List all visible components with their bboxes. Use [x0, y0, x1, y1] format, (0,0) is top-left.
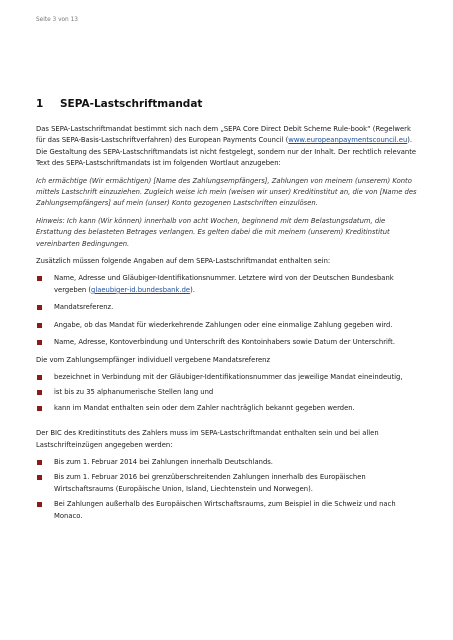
item-text: kann im Mandat enthalten sein oder dem Zahler nachträglich bekannt gegeben werden. [54, 403, 355, 412]
list-item [36, 273, 420, 296]
square-bullet-icon [37, 305, 42, 310]
mandate-text-quote: Ich ermächtige (Wir ermächtigen) [Name des Zahlungsempfängers], Zahlungen von meinem (unserem) Konto mittels Lastschrift einzuziehen. Zugleich weise ich mein (weisen wir unser) Kreditinstitut an, die von [Name des Zahlungsempfängers] auf mein (unser) Konto gezogenen Lastschriften einzulösen. [36, 176, 417, 208]
list-item [36, 302, 420, 313]
item-text: Bis zum 1. Februar 2016 bei grenzüberschreitenden Zahlungen innerhalb des Europäischen Wirtschaftsraums (Europäische Union, Island, Liechtenstein und Norwegen). [54, 473, 366, 493]
page-number: Seite 3 von 13 [36, 17, 78, 23]
section-title: SEPA-Lastschriftmandat [60, 98, 203, 110]
square-bullet-icon [37, 323, 42, 328]
item-text: Angabe, ob das Mandat für wiederkehrende Zahlungen oder eine einmalige Zahlung gegeben wird. [54, 320, 393, 329]
section-number: 1 [36, 98, 44, 110]
reference-intro: Die vom Zahlungsempfänger individuell vergebene Mandatsreferenz [36, 355, 271, 364]
bic-intro: Der BIC des Kreditinstituts des Zahlers muss im SEPA-Lastschriftmandat enthalten sein und bei allen Lastschrifteinzügen angegeben werden: [36, 429, 379, 449]
item-text: Name, Adresse und Gläubiger-Identifikationsnummer. Letztere wird von der Deutschen Bundesbank vergeben ( [54, 274, 394, 294]
square-bullet-icon [37, 502, 42, 507]
spacer [36, 420, 420, 428]
mandate-hint-quote: Hinweis: Ich kann (Wir können) innerhalb von acht Wochen, beginnend mit dem Belastungsdatum, die Erstattung des belasteten Betrages verlangen. Es gelten dabei die mit meinem (unserem) Kreditinstitut vereinbarten Bedingungen. [36, 216, 390, 248]
additional-info-list [36, 273, 420, 348]
section-heading [36, 98, 426, 110]
intro-paragraph [36, 124, 420, 170]
document-body [36, 124, 420, 528]
intro-text-before-link: Das SEPA-Lastschriftmandat bestimmt sich nach dem „SEPA Core Direct Debit Scheme Rule-book“ (Regelwerk für das SEPA-Basis-Lastschriftverfahren) des European Payments Council ( [36, 125, 411, 145]
list-item [36, 403, 420, 414]
list-item [36, 499, 420, 522]
bundesbank-link[interactable]: glaeubiger-id.bundesbank.de [91, 285, 191, 294]
list-item [36, 472, 420, 495]
square-bullet-icon [37, 460, 42, 465]
list-item [36, 320, 420, 331]
square-bullet-icon [37, 276, 42, 281]
item-text: ). [190, 285, 195, 294]
list-item [36, 387, 420, 398]
item-text: Bis zum 1. Februar 2014 bei Zahlungen innerhalb Deutschlands. [54, 457, 273, 466]
item-text: bezeichnet in Verbindung mit der Gläubiger-Identifikationsnummer das jeweilige Mandat eineindeutig, [54, 372, 403, 381]
square-bullet-icon [37, 340, 42, 345]
square-bullet-icon [37, 406, 42, 411]
bic-list [36, 457, 420, 522]
additional-info-intro: Zusätzlich müssen folgende Angaben auf dem SEPA-Lastschriftmandat enthalten sein: [36, 257, 331, 266]
list-item [36, 372, 420, 383]
item-text: Mandatsreferenz. [54, 303, 114, 312]
item-text: ist bis zu 35 alphanumerische Stellen lang und [54, 388, 214, 397]
reference-list [36, 372, 420, 414]
square-bullet-icon [37, 375, 42, 380]
epc-link[interactable]: www.europeanpaymentscouncil.eu [288, 136, 408, 145]
item-text: Bei Zahlungen außerhalb des Europäischen Wirtschaftsraums, zum Beispiel in die Schweiz und nach Monaco. [54, 500, 396, 520]
intro-text-after-link: ). Die Gestaltung des SEPA-Lastschriftmandats ist nicht festgelegt, sondern nur der Inhalt. Der rechtlich relevante Text des SEPA-Lastschriftmandats ist im folgenden Wortlaut anzugeben: [36, 136, 417, 168]
list-item [36, 457, 420, 468]
item-text: Name, Adresse, Kontoverbindung und Unterschrift des Kontoinhabers sowie Datum der Unterschrift. [54, 338, 395, 347]
square-bullet-icon [37, 475, 42, 480]
square-bullet-icon [37, 390, 42, 395]
list-item [36, 337, 420, 348]
